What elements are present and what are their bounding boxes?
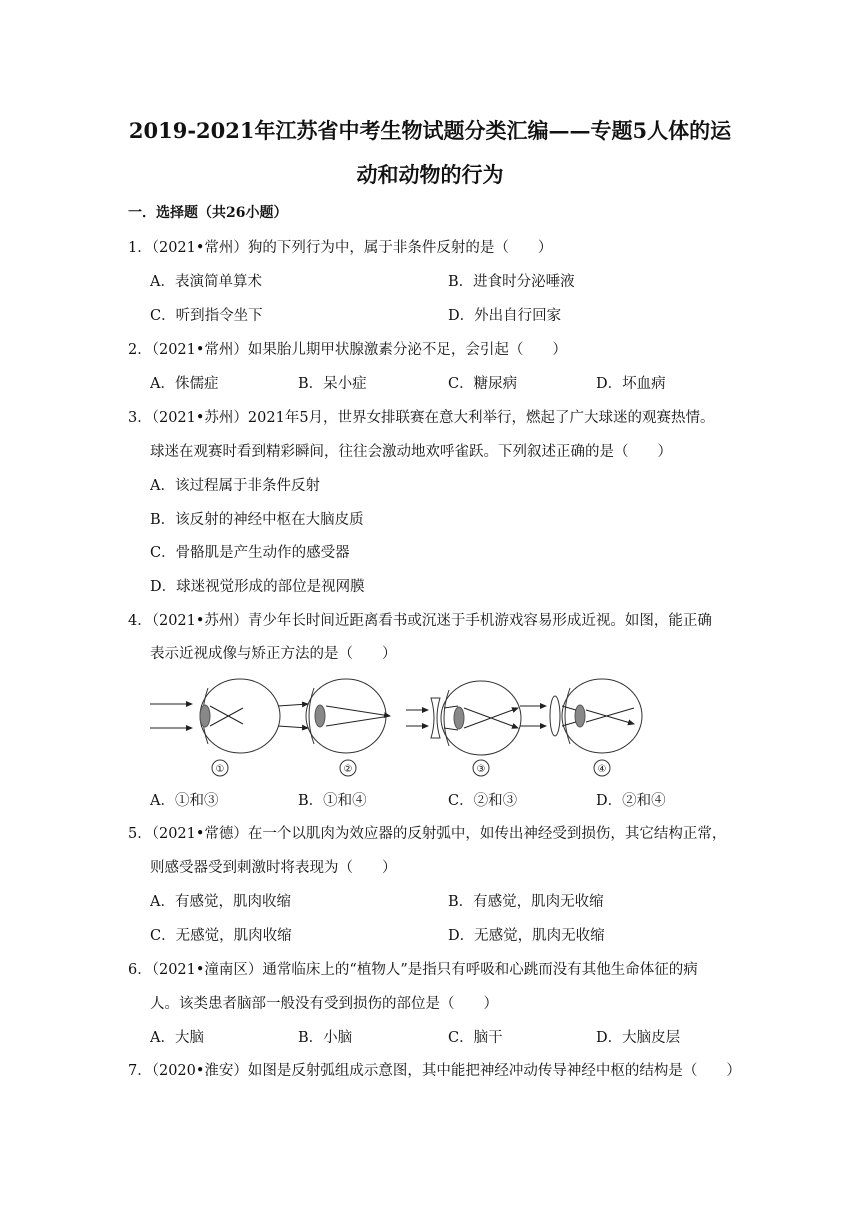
question-5-option-c: C．无感觉，肌肉收缩 bbox=[150, 928, 292, 944]
eye-diagram-1 bbox=[150, 679, 280, 753]
figure-label-2: ② bbox=[343, 764, 353, 775]
question-6-option-a: A．大脑 bbox=[150, 1030, 204, 1046]
document-title-line-1: 2019-2021年江苏省中考生物试题分类汇编——专题5人体的运 bbox=[128, 118, 732, 143]
section-heading: 一．选择题（共26小题） bbox=[128, 205, 288, 221]
eye-diagram-4 bbox=[520, 679, 642, 753]
eye-diagram-3 bbox=[406, 681, 521, 755]
question-5-option-b: B．有感觉，肌肉无收缩 bbox=[448, 894, 604, 910]
question-5-stem-line-2: 则感受器受到刺激时将表现为（ ） bbox=[150, 860, 397, 876]
question-1-option-d: D．外出自行回家 bbox=[448, 308, 562, 324]
question-4-stem-line-1: 4．（2021•苏州）青少年长时间近距离看书或沉迷于手机游戏容易形成近视。如图，能正确 bbox=[128, 613, 712, 629]
question-2-stem: 2．（2021•常州）如果胎儿期甲状腺激素分泌不足，会引起（ ） bbox=[128, 342, 567, 358]
question-5-stem-line-1: 5．（2021•常德）在一个以肌肉为效应器的反射弧中，如传出神经受到损伤，其它结构正常， bbox=[128, 826, 727, 842]
question-3-option-b: B．该反射的神经中枢在大脑皮质 bbox=[150, 512, 364, 528]
document-title-line-2: 动和动物的行为 bbox=[356, 162, 504, 187]
question-4-option-d: D．②和④ bbox=[596, 793, 666, 809]
question-2-option-b: B．呆小症 bbox=[298, 376, 367, 392]
question-3-stem-line-2: 球迷在观赛时看到精彩瞬间，往往会激动地欢呼雀跃。下列叙述正确的是（ ） bbox=[150, 444, 672, 460]
question-3-option-c: C．骨骼肌是产生动作的感受器 bbox=[150, 545, 350, 561]
question-4-option-b: B．①和④ bbox=[298, 793, 367, 809]
figure-label-3: ③ bbox=[476, 764, 486, 775]
question-2-option-c: C．糖尿病 bbox=[448, 376, 518, 392]
question-6-option-b: B．小脑 bbox=[298, 1030, 353, 1046]
question-1-option-a: A．表演简单算术 bbox=[150, 274, 262, 290]
figure-label-4: ④ bbox=[597, 764, 607, 775]
eye-diagram-figure bbox=[148, 668, 648, 783]
eye-diagram-2 bbox=[278, 679, 390, 753]
question-4-option-c: C．②和③ bbox=[448, 793, 518, 809]
question-5-option-a: A．有感觉，肌肉收缩 bbox=[150, 894, 291, 910]
question-6-option-d: D．大脑皮层 bbox=[596, 1030, 681, 1046]
question-3-stem-line-1: 3．（2021•苏州）2021年5月，世界女排联赛在意大利举行，燃起了广大球迷的观赛热情。 bbox=[128, 410, 715, 426]
question-2-option-a: A．侏儒症 bbox=[150, 376, 219, 392]
question-3-option-d: D．球迷视觉形成的部位是视网膜 bbox=[150, 579, 365, 595]
question-4-option-a: A．①和③ bbox=[150, 793, 219, 809]
question-1-option-c: C．听到指令坐下 bbox=[150, 308, 263, 324]
question-4-stem-line-2: 表示近视成像与矫正方法的是（ ） bbox=[150, 646, 397, 662]
question-5-option-d: D．无感觉，肌肉无收缩 bbox=[448, 928, 605, 944]
question-6-option-c: C．脑干 bbox=[448, 1030, 503, 1046]
question-3-option-a: A．该过程属于非条件反射 bbox=[150, 478, 320, 494]
question-2-option-d: D．坏血病 bbox=[596, 376, 666, 392]
question-6-stem-line-1: 6．（2021•潼南区）通常临床上的“植物人”是指只有呼吸和心跳而没有其他生命体征的病 bbox=[128, 962, 698, 978]
question-7-stem: 7．（2020•淮安）如图是反射弧组成示意图，其中能把神经冲动传导神经中枢的结构是（ ） bbox=[128, 1063, 741, 1079]
question-1-option-b: B．进食时分泌唾液 bbox=[448, 274, 575, 290]
figure-label-1: ① bbox=[215, 764, 225, 775]
question-6-stem-line-2: 人。该类患者脑部一般没有受到损伤的部位是（ ） bbox=[150, 996, 498, 1012]
question-1-stem: 1．（2021•常州）狗的下列行为中，属于非条件反射的是（ ） bbox=[128, 240, 553, 256]
